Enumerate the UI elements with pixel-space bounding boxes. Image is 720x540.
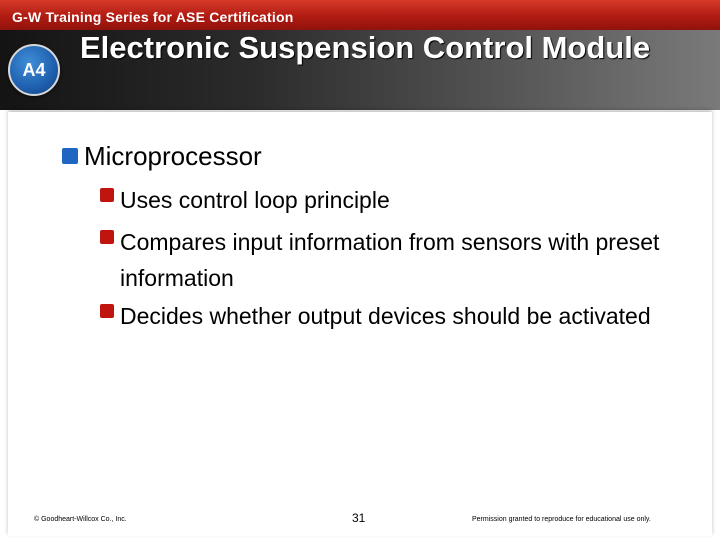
bullet-level1 bbox=[62, 140, 682, 172]
footer-copyright: © Goodheart-Willcox Co., Inc. bbox=[34, 516, 127, 523]
bullet-level2-item bbox=[100, 224, 680, 296]
bullet-level2-item bbox=[100, 298, 680, 334]
series-banner bbox=[0, 0, 720, 30]
blue-square-bullet-icon bbox=[62, 148, 78, 164]
red-square-bullet-icon bbox=[100, 304, 114, 318]
red-square-bullet-icon bbox=[100, 230, 114, 244]
series-title: G-W Training Series for ASE Certification bbox=[12, 9, 294, 25]
page-number: 31 bbox=[352, 511, 366, 525]
red-square-bullet-icon bbox=[100, 188, 114, 202]
chapter-badge-icon bbox=[8, 44, 60, 96]
footer-permission: Permission granted to reproduce for educational use only. bbox=[472, 516, 651, 523]
bullet-level2-text: Uses control loop principle bbox=[120, 187, 390, 213]
bullet-level2-item bbox=[100, 182, 680, 218]
bullet-level2-text: Decides whether output devices should be activated bbox=[120, 303, 651, 329]
bullet-level2-text: Compares input information from sensors with preset information bbox=[120, 229, 660, 291]
slide-title: Electronic Suspension Control Module bbox=[80, 30, 651, 65]
bullet-level1-text: Microprocessor bbox=[84, 141, 262, 171]
chapter-badge-label: A4 bbox=[22, 60, 46, 80]
